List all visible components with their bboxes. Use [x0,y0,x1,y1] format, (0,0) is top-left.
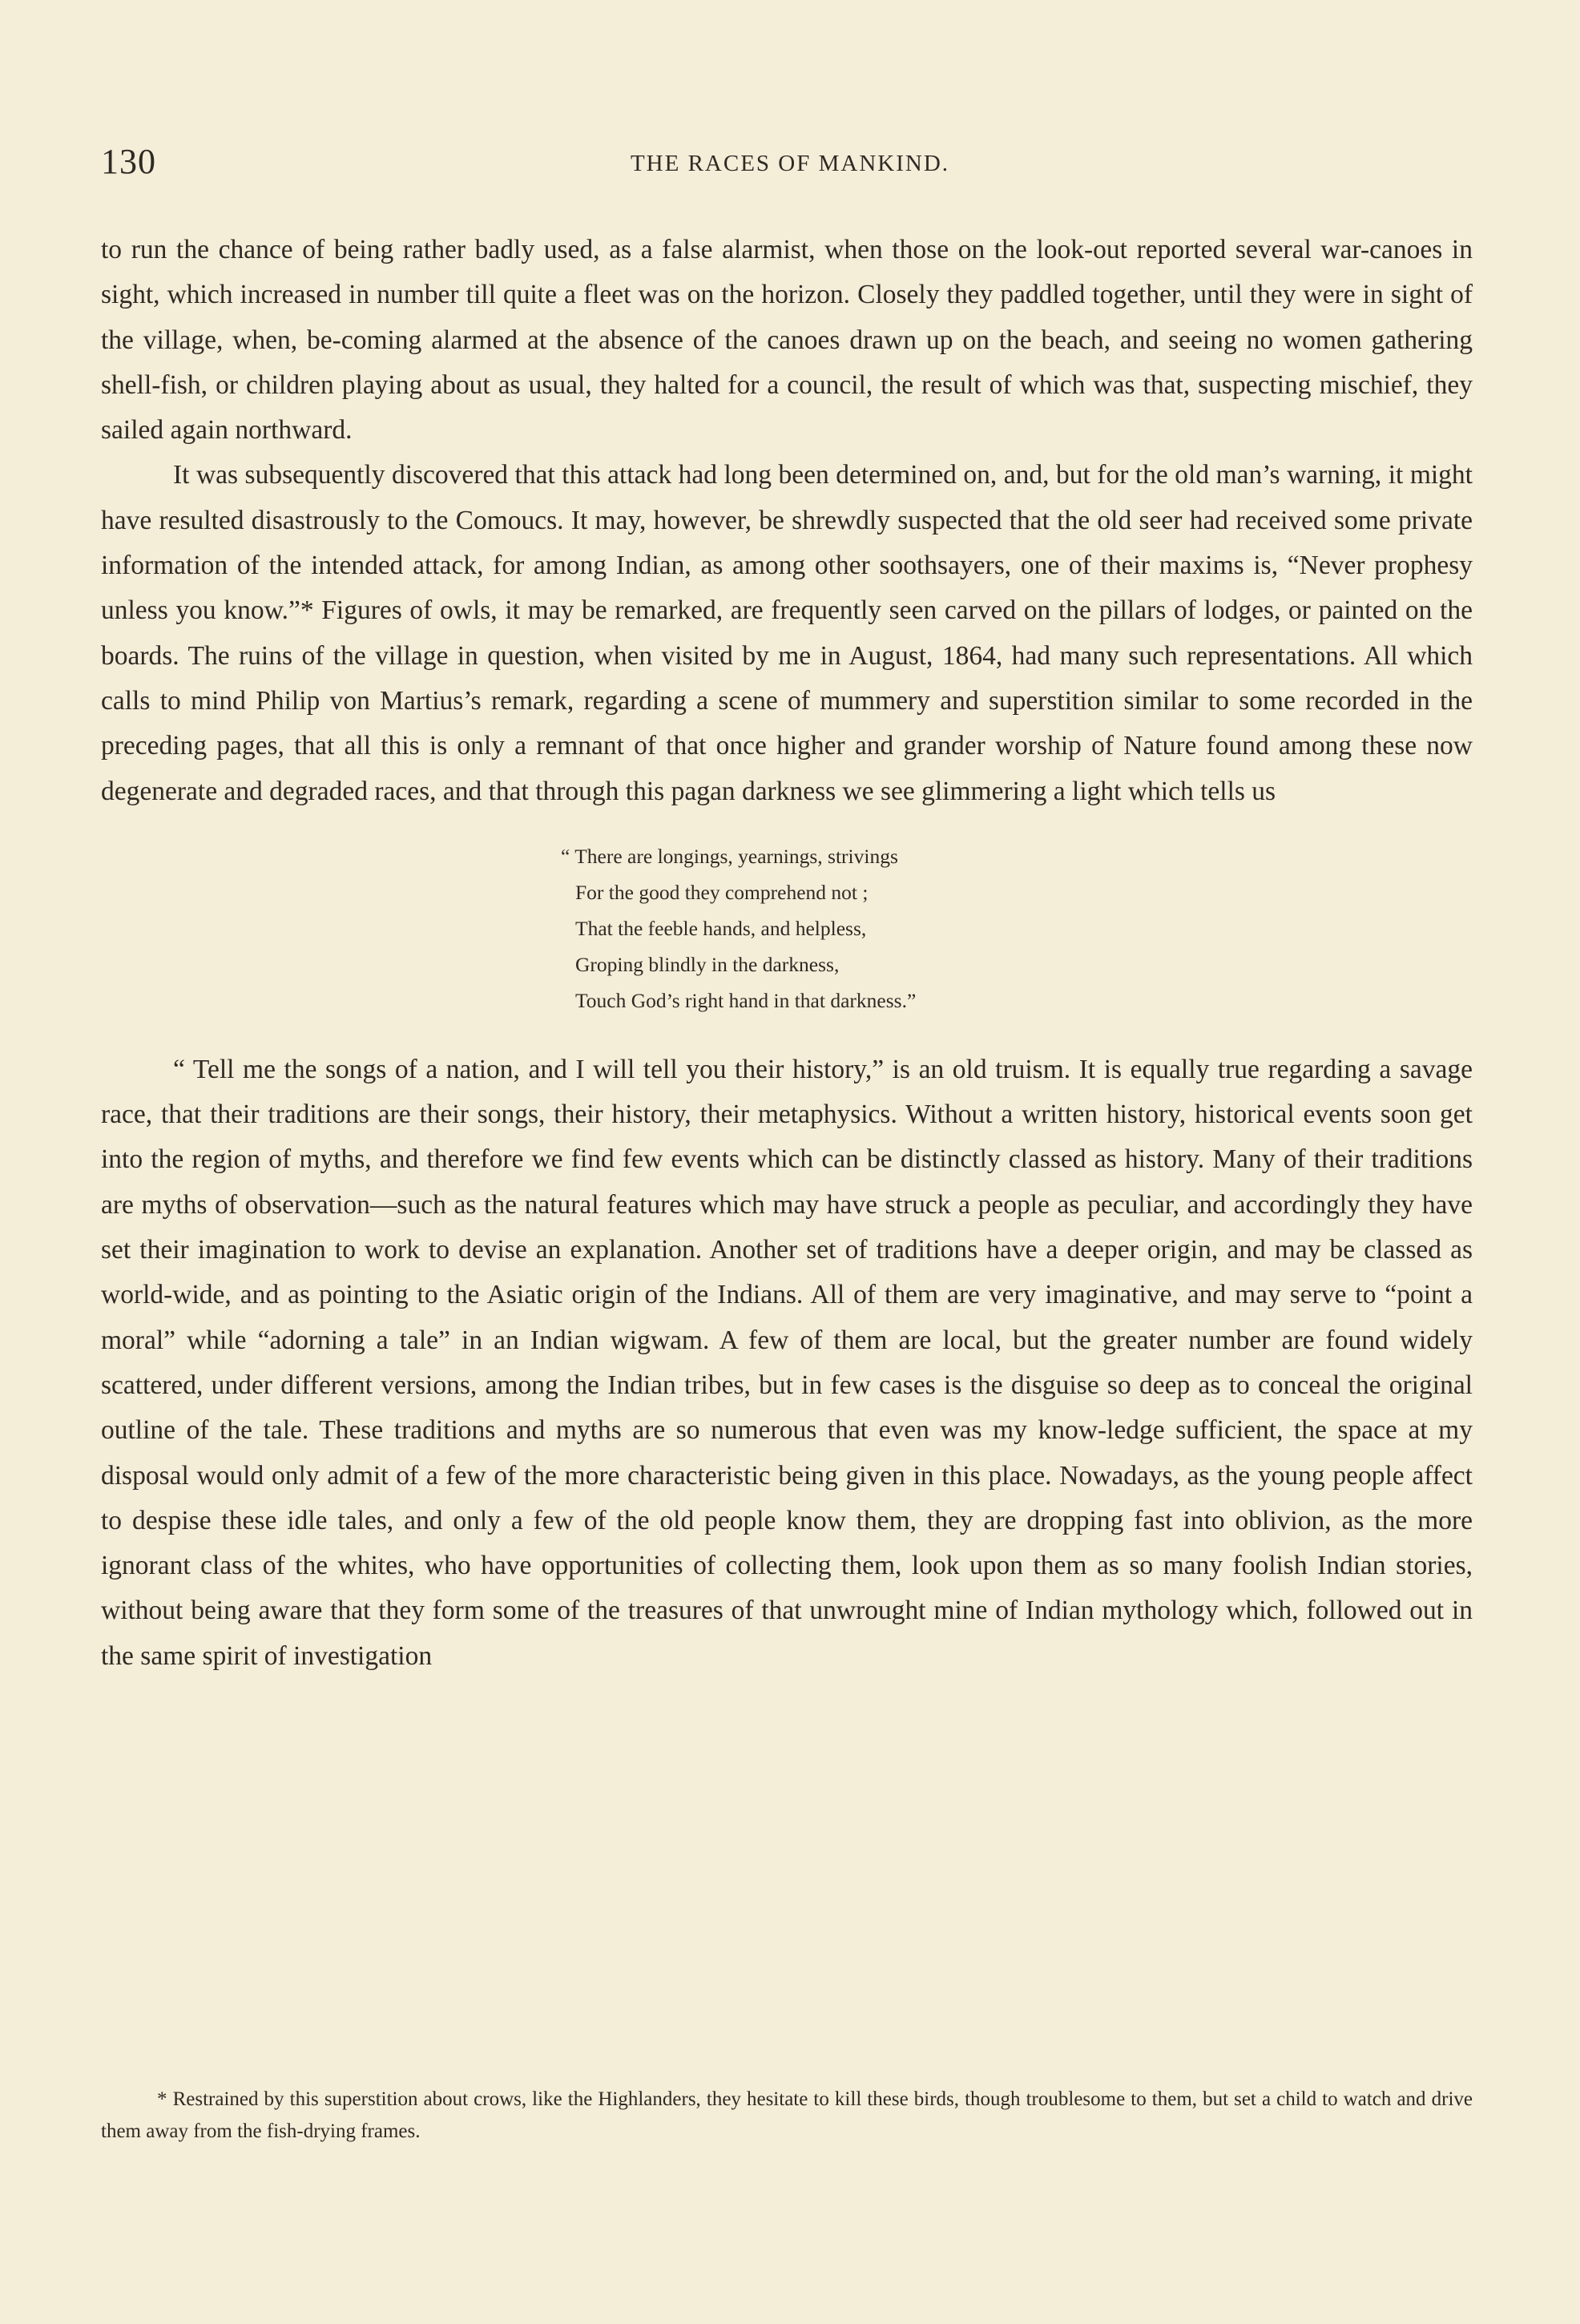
verse-line: That the feeble hands, and helpless, [575,916,867,940]
footnote: * Restrained by this superstition about crows, like the Highlanders, they hesitate to kill these birds, though troublesome to them, but set a child to watch and drive them away from the fish-drying frames. [101,2088,1473,2142]
verse-quotation [561,838,1473,1019]
paragraph-1: to run the chance of being rather badly used, as a false alarmist, when those on the look-out reported several war-canoes in sight, which increased in number till quite a fleet was on the horizon. Closely they paddled together, until they were in sight of the village, when, be-coming alarmed at the absence of the canoes drawn up on the beach, and seeing no women gathering shell-fish, or children playing about as usual, they halted for a council, the result of which was that, suspecting mischief, they sailed again northward. [101,235,1473,446]
verse-line: “ There are longings, yearnings, strivings [561,844,898,868]
page-body [101,228,1473,1679]
page-number: 130 [101,142,156,181]
page-header [101,141,1479,189]
verse-line: Touch God’s right hand in that darkness.” [575,988,917,1012]
paragraph-2: It was subsequently discovered that this attack had long been determined on, and, but for the old man’s warning, it might have resulted disastrously to the Comoucs. It may, however, be shrewdly suspected that the old seer had received some private information of the intended attack, for among Indian, as among other soothsayers, one of their maxims is, “Never prophesy unless you know.”* Figures of owls, it may be remarked, are frequently seen carved on the pillars of lodges, or painted on the boards. The ruins of the village in question, when visited by me in August, 1864, had many such representations. All which calls to mind Philip von Martius’s remark, regarding a scene of mummery and superstition similar to some recorded in the preceding pages, that all this is only a remnant of that once higher and grander worship of Nature found among these now degenerate and degraded races, and that through this pagan darkness we see glimmering a light which tells us [101,460,1473,806]
verse-line: For the good they comprehend not ; [575,880,869,904]
verse-line: Groping blindly in the darkness, [575,952,840,976]
paragraph-3: “ Tell me the songs of a nation, and I will tell you their history,” is an old truism. It is equally true regarding a savage race, that their traditions are their songs, their history, their metaphysics. Without a written history, historical events soon get into the region of myths, and therefore we find few events which can be distinctly classed as history. Many of their traditions are myths of observation—such as the natural features which may have struck a people as peculiar, and accordingly they have set their imagination to work to devise an explanation. Another set of traditions have a deeper origin, and may be classed as world-wide, and as pointing to the Asiatic origin of the Indians. All of them are very imaginative, and may serve to “point a moral” while “adorning a tale” in an Indian wigwam. A few of them are local, but the greater number are found widely scattered, under different versions, among the Indian tribes, but in few cases is the disguise so deep as to conceal the original outline of the tale. These traditions and myths are so numerous that even was my know-ledge sufficient, the space at my disposal would only admit of a few of the more characteristic being given in this place. Nowadays, as the young people affect to despise these idle tales, and only a few of the old people know them, they are dropping fast into oblivion, as the more ignorant class of the whites, who have opportunities of collecting them, look upon them as so many foolish Indian stories, without being aware that they form some of the treasures of that unwrought mine of Indian mythology which, followed out in the same spirit of investigation [101,1054,1473,1671]
running-title: THE RACES OF MANKIND. [630,151,950,176]
